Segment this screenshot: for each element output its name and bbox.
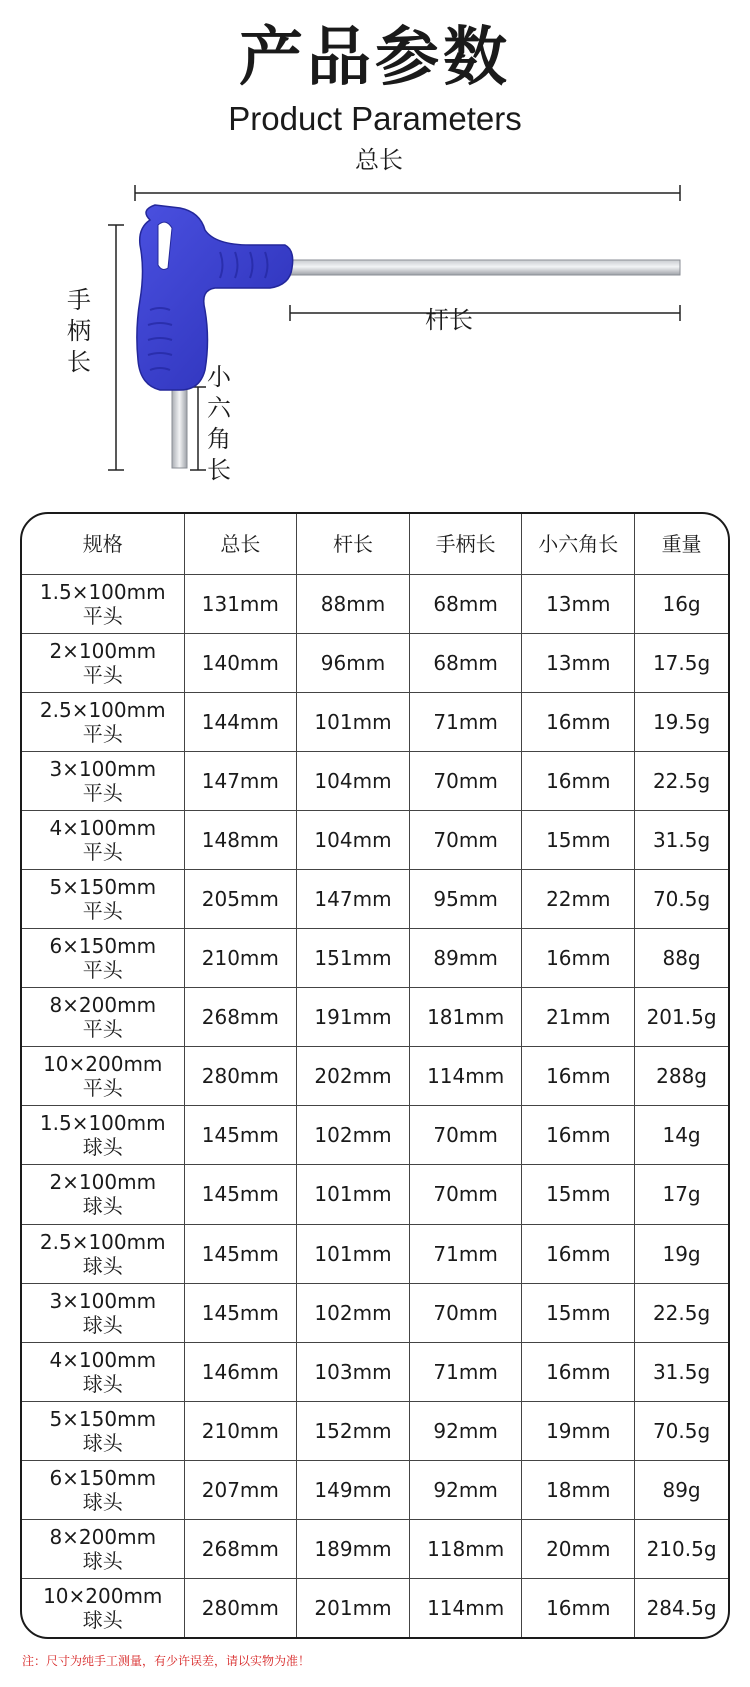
total-length-cell: 148mm (184, 811, 297, 870)
spec-cell (22, 634, 184, 693)
table-row (22, 1401, 728, 1460)
parameter-table-container (20, 512, 730, 1639)
weight-cell: 22.5g (635, 752, 728, 811)
handle-length-cell: 68mm (409, 634, 522, 693)
spec-cell (22, 1224, 184, 1283)
spec-type: 球头 (82, 1135, 123, 1160)
shaft-length-cell: 191mm (297, 988, 410, 1047)
shaft-length-cell: 88mm (297, 575, 410, 634)
shaft-length-cell: 96mm (297, 634, 410, 693)
table-row (22, 575, 728, 634)
total-length-cell: 144mm (184, 693, 297, 752)
weight-cell: 31.5g (635, 1342, 728, 1401)
shaft-length-cell: 101mm (297, 693, 410, 752)
header-spec: 规格 (22, 514, 184, 575)
spec-size: 2.5×100mm (39, 698, 166, 723)
spec-size: 2×100mm (49, 639, 157, 664)
spec-cell (22, 1578, 184, 1637)
short-hex-length-cell: 13mm (522, 575, 635, 634)
weight-cell: 17g (635, 1165, 728, 1224)
spec-size: 3×100mm (49, 1288, 157, 1313)
spec-type: 平头 (82, 663, 123, 688)
table-row (22, 1283, 728, 1342)
total-length-cell: 145mm (184, 1224, 297, 1283)
handle-length-cell: 70mm (409, 1283, 522, 1342)
short-hex-length-cell: 22mm (522, 870, 635, 929)
handle-length-cell: 68mm (409, 575, 522, 634)
short-hex-length-cell: 16mm (522, 1578, 635, 1637)
spec-type: 球头 (82, 1371, 123, 1396)
spec-cell (22, 1342, 184, 1401)
spec-cell (22, 752, 184, 811)
handle-length-cell: 92mm (409, 1460, 522, 1519)
shaft-length-cell: 104mm (297, 811, 410, 870)
spec-size: 5×150mm (49, 1406, 157, 1431)
table-row (22, 1165, 728, 1224)
handle-length-cell: 114mm (409, 1047, 522, 1106)
spec-type: 球头 (82, 1548, 123, 1573)
weight-cell: 284.5g (635, 1578, 728, 1637)
spec-cell (22, 693, 184, 752)
spec-cell (22, 1047, 184, 1106)
total-length-cell: 207mm (184, 1460, 297, 1519)
handle-length-cell: 181mm (409, 988, 522, 1047)
product-diagram (0, 146, 750, 490)
spec-type: 平头 (82, 781, 123, 806)
spec-cell (22, 1519, 184, 1578)
handle-length-label: 手柄长 (67, 286, 91, 376)
spec-cell (22, 1401, 184, 1460)
spec-size: 4×100mm (49, 816, 157, 841)
weight-cell: 14g (635, 1106, 728, 1165)
table-row (22, 1519, 728, 1578)
page-title: 产品参数 (239, 21, 511, 95)
spec-size: 3×100mm (49, 757, 157, 782)
weight-cell: 19g (635, 1224, 728, 1283)
shaft-length-cell: 147mm (297, 870, 410, 929)
shaft-length-cell: 102mm (297, 1106, 410, 1165)
shaft-length-cell: 151mm (297, 929, 410, 988)
header-handle-length: 手柄长 (409, 514, 522, 575)
spec-type: 平头 (82, 840, 123, 865)
short-hex-end (172, 388, 187, 468)
short-hex-length-cell: 15mm (522, 811, 635, 870)
spec-size: 8×200mm (49, 993, 157, 1018)
table-row (22, 752, 728, 811)
spec-type: 平头 (82, 722, 123, 747)
short-hex-length-cell: 15mm (522, 1165, 635, 1224)
short-hex-length-cell: 21mm (522, 988, 635, 1047)
handle-length-cell: 70mm (409, 752, 522, 811)
shaft-length-cell: 101mm (297, 1165, 410, 1224)
short-hex-length-cell: 16mm (522, 1224, 635, 1283)
table-row (22, 693, 728, 752)
spec-size: 4×100mm (49, 1347, 157, 1372)
spec-cell (22, 929, 184, 988)
table-row (22, 1047, 728, 1106)
spec-type: 球头 (82, 1312, 123, 1337)
spec-size: 6×150mm (49, 1465, 157, 1490)
spec-type: 平头 (82, 604, 123, 629)
spec-type: 球头 (82, 1253, 123, 1278)
short-hex-length-cell: 16mm (522, 929, 635, 988)
handle-length-cell: 71mm (409, 693, 522, 752)
weight-cell: 89g (635, 1460, 728, 1519)
total-length-cell: 280mm (184, 1578, 297, 1637)
handle-length-cell: 114mm (409, 1578, 522, 1637)
table-row (22, 870, 728, 929)
weight-cell: 210.5g (635, 1519, 728, 1578)
handle-length-cell: 95mm (409, 870, 522, 929)
spec-cell (22, 811, 184, 870)
table-row (22, 988, 728, 1047)
total-length-cell: 145mm (184, 1106, 297, 1165)
spec-size: 5×150mm (49, 875, 157, 900)
spec-type: 平头 (82, 1017, 123, 1042)
handle-length-cell: 118mm (409, 1519, 522, 1578)
table-body (22, 575, 728, 1638)
shaft-length-cell: 152mm (297, 1401, 410, 1460)
shaft-length-cell: 102mm (297, 1283, 410, 1342)
total-length-cell: 131mm (184, 575, 297, 634)
shaft-length-cell: 101mm (297, 1224, 410, 1283)
spec-size: 10×200mm (43, 1583, 163, 1608)
spec-cell (22, 1106, 184, 1165)
short-hex-length-cell: 16mm (522, 1342, 635, 1401)
shaft-length-cell: 149mm (297, 1460, 410, 1519)
table-row (22, 929, 728, 988)
short-hex-length-cell: 15mm (522, 1283, 635, 1342)
spec-type: 球头 (82, 1489, 123, 1514)
weight-cell: 288g (635, 1047, 728, 1106)
short-hex-length-cell: 16mm (522, 693, 635, 752)
t-handle-wrench-illustration (0, 150, 750, 490)
spec-type: 平头 (82, 1076, 123, 1101)
weight-cell: 17.5g (635, 634, 728, 693)
long-shaft (280, 260, 680, 275)
weight-cell: 22.5g (635, 1283, 728, 1342)
spec-cell (22, 988, 184, 1047)
spec-size: 10×200mm (43, 1052, 163, 1077)
shaft-length-cell: 202mm (297, 1047, 410, 1106)
page-subtitle: Product Parameters (228, 100, 522, 137)
spec-cell (22, 1165, 184, 1224)
spec-cell (22, 1283, 184, 1342)
table-row (22, 1224, 728, 1283)
spec-type: 球头 (82, 1607, 123, 1632)
shaft-length-label: 杆长 (425, 306, 473, 334)
handle-length-cell: 70mm (409, 811, 522, 870)
spec-type: 平头 (82, 958, 123, 983)
handle-length-cell: 70mm (409, 1106, 522, 1165)
spec-cell (22, 575, 184, 634)
short-hex-length-cell: 18mm (522, 1460, 635, 1519)
weight-cell: 31.5g (635, 811, 728, 870)
total-length-cell: 140mm (184, 634, 297, 693)
header-total-length: 总长 (184, 514, 297, 575)
measurement-note: 注：尺寸为纯手工测量，有少许误差，请以实物为准！ (22, 1654, 311, 1668)
handle-length-cell: 70mm (409, 1165, 522, 1224)
table-row (22, 634, 728, 693)
short-hex-length-cell: 16mm (522, 1106, 635, 1165)
spec-type: 平头 (82, 899, 123, 924)
table-header-row (22, 514, 728, 575)
short-hex-length-cell: 20mm (522, 1519, 635, 1578)
total-length-cell: 146mm (184, 1342, 297, 1401)
total-length-cell: 210mm (184, 929, 297, 988)
weight-cell: 19.5g (635, 693, 728, 752)
total-length-cell: 210mm (184, 1401, 297, 1460)
spec-size: 6×150mm (49, 934, 157, 959)
total-length-cell: 145mm (184, 1165, 297, 1224)
total-length-dimension (135, 185, 680, 201)
short-hex-length-cell: 13mm (522, 634, 635, 693)
total-length-label: 总长 (355, 146, 403, 174)
table-row (22, 811, 728, 870)
weight-cell: 88g (635, 929, 728, 988)
weight-cell: 70.5g (635, 870, 728, 929)
shaft-length-cell: 104mm (297, 752, 410, 811)
short-hex-length-cell: 16mm (522, 1047, 635, 1106)
shaft-length-dimension (290, 305, 680, 321)
short-hex-length-label: 小六角长 (207, 363, 231, 484)
handle-length-cell: 71mm (409, 1342, 522, 1401)
table-row (22, 1106, 728, 1165)
spec-size: 1.5×100mm (39, 1111, 166, 1136)
handle-length-dimension (108, 225, 124, 470)
total-length-cell: 268mm (184, 1519, 297, 1578)
handle-length-cell: 92mm (409, 1401, 522, 1460)
header-short-hex-length: 小六角长 (522, 514, 635, 575)
parameter-table (22, 514, 728, 1637)
header-weight: 重量 (635, 514, 728, 575)
shaft-length-cell: 103mm (297, 1342, 410, 1401)
spec-type: 球头 (82, 1194, 123, 1219)
table-row (22, 1342, 728, 1401)
total-length-cell: 147mm (184, 752, 297, 811)
spec-size: 2×100mm (49, 1170, 157, 1195)
spec-type: 球头 (82, 1430, 123, 1455)
spec-size: 1.5×100mm (39, 580, 166, 605)
shaft-length-cell: 189mm (297, 1519, 410, 1578)
spec-size: 8×200mm (49, 1524, 157, 1549)
weight-cell: 201.5g (635, 988, 728, 1047)
total-length-cell: 268mm (184, 988, 297, 1047)
total-length-cell: 145mm (184, 1283, 297, 1342)
weight-cell: 16g (635, 575, 728, 634)
spec-cell (22, 870, 184, 929)
shaft-length-cell: 201mm (297, 1578, 410, 1637)
spec-size: 2.5×100mm (39, 1229, 166, 1254)
spec-cell (22, 1460, 184, 1519)
total-length-cell: 280mm (184, 1047, 297, 1106)
handle-length-cell: 71mm (409, 1224, 522, 1283)
table-row (22, 1460, 728, 1519)
handle-length-cell: 89mm (409, 929, 522, 988)
short-hex-length-cell: 16mm (522, 752, 635, 811)
total-length-cell: 205mm (184, 870, 297, 929)
header-shaft-length: 杆长 (297, 514, 410, 575)
table-row (22, 1578, 728, 1637)
weight-cell: 70.5g (635, 1401, 728, 1460)
short-hex-length-cell: 19mm (522, 1401, 635, 1460)
